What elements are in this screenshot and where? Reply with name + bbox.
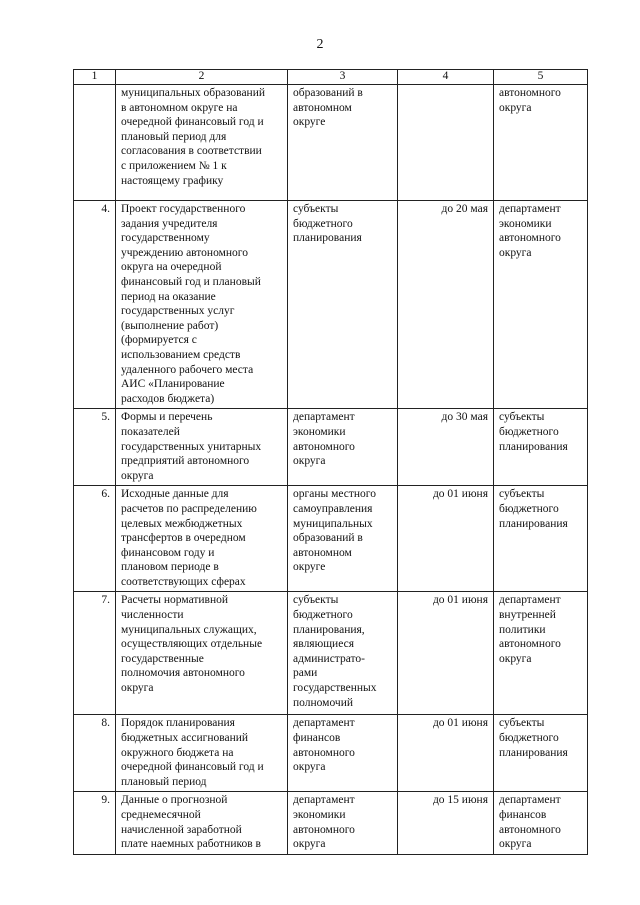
recipient-cell (494, 715, 588, 792)
provider-cell-line: экономики (293, 425, 346, 438)
deadline-cell: до 15 июня (398, 792, 494, 854)
provider-cell-line: департамент (293, 411, 355, 424)
provider-cell-line: автономного (293, 746, 355, 759)
recipient-cell-line: автономного (499, 638, 561, 651)
document-cell (116, 486, 288, 592)
row-number: 7. (74, 592, 116, 715)
recipient-cell-line: субъекты (499, 488, 545, 501)
provider-cell-line: финансов (293, 732, 341, 745)
document-cell (116, 409, 288, 486)
document-cell-line: округа на очередной (121, 261, 222, 274)
provider-cell-line: экономики (293, 809, 346, 822)
provider-cell-line: полномочий (293, 696, 353, 709)
recipient-cell (494, 792, 588, 854)
recipient-cell-line: субъекты (499, 411, 545, 424)
table-row (74, 592, 588, 715)
document-cell-line: среднемесячной (121, 809, 201, 822)
recipient-cell-line: внутренней (499, 609, 556, 622)
recipient-cell (494, 201, 588, 409)
document-cell-line: округа (121, 682, 154, 695)
document-cell-line: муниципальных служащих, (121, 623, 257, 636)
document-cell (116, 792, 288, 854)
recipient-cell-line: округа (499, 101, 532, 114)
recipient-cell-line: планирования (499, 440, 568, 453)
recipient-cell (494, 409, 588, 486)
table-row (74, 715, 588, 792)
document-cell-line: АИС «Планирование (121, 378, 225, 391)
provider-cell-line: автономном (293, 101, 352, 114)
provider-cell-line: округа (293, 838, 326, 851)
provider-cell-line: образований в (293, 87, 363, 99)
provider-cell-line: округе (293, 116, 326, 129)
document-cell-line: плате наемных работников в (121, 838, 261, 851)
document-cell-line: Данные о прогнозной (121, 794, 228, 807)
document-cell-line: соответствующих сферах (121, 575, 246, 588)
document-cell (116, 201, 288, 409)
document-cell-line: государственных услуг (121, 305, 235, 318)
document-cell-line: трансфертов в очередном (121, 532, 246, 545)
provider-cell-line: планирования, (293, 623, 365, 636)
row-number: 9. (74, 792, 116, 854)
deadline-cell (398, 85, 494, 201)
page-number: 2 (316, 37, 324, 52)
document-cell-line: плановый период для (121, 130, 227, 143)
document-cell-line: очередной финансовый год и (121, 761, 264, 774)
document-cell-line: расчетов по распределению (121, 502, 257, 515)
provider-cell-line: округе (293, 561, 326, 574)
document-cell-line: Проект государственного (121, 203, 246, 215)
row-number: 5. (74, 409, 116, 486)
document-cell-line: согласования в соответствии (121, 145, 262, 158)
column-header-deadline: 4 (398, 70, 494, 85)
row-number (74, 85, 116, 201)
document-cell-line: целевых межбюджетных (121, 517, 243, 530)
row-number: 8. (74, 715, 116, 792)
recipient-cell-line: департамент (499, 203, 561, 215)
provider-cell (288, 715, 398, 792)
document-cell-line: очередной финансовый год и (121, 116, 264, 129)
column-header-document: 2 (116, 70, 288, 85)
provider-cell-line: органы местного (293, 488, 376, 501)
recipient-cell (494, 592, 588, 715)
provider-cell-line: департамент (293, 794, 355, 807)
provider-cell-line: субъекты (293, 203, 339, 215)
document-cell-line: окружного бюджета на (121, 746, 234, 759)
deadline-cell: до 01 июня (398, 715, 494, 792)
document-cell (116, 715, 288, 792)
provider-cell-line: бюджетного (293, 609, 353, 622)
document-cell-line: в автономном округе на (121, 101, 238, 114)
document-cell-line: использованием средств (121, 348, 241, 361)
document-cell-line: государственных унитарных (121, 440, 262, 453)
provider-cell-line: государственных (293, 682, 377, 695)
document-cell-line: (выполнение работ) (121, 319, 219, 332)
document-cell-line: предприятий автономного (121, 455, 250, 468)
recipient-cell-line: политики (499, 623, 546, 636)
recipient-cell-line: округа (499, 838, 532, 851)
document-cell-line: муниципальных образований (121, 87, 266, 99)
provider-cell (288, 792, 398, 854)
provider-cell-line: автономном (293, 546, 352, 559)
provider-cell-line: автономного (293, 440, 355, 453)
provider-cell (288, 85, 398, 201)
recipient-cell-line: округа (499, 246, 532, 259)
document-cell-line: Формы и перечень (121, 411, 213, 424)
provider-cell-line: самоуправления (293, 502, 373, 515)
provider-cell-line: образований в (293, 532, 363, 545)
table-row (74, 201, 588, 409)
recipient-cell-line: автономного (499, 87, 561, 99)
column-header-number: 1 (74, 70, 116, 85)
document-cell-line: расходов бюджета) (121, 392, 215, 405)
provider-cell-line: автономного (293, 823, 355, 836)
recipient-cell-line: департамент (499, 594, 561, 607)
provider-cell-line: администрато- (293, 652, 365, 665)
recipient-cell (494, 486, 588, 592)
provider-cell-line: округа (293, 455, 326, 468)
table-row (74, 792, 588, 854)
document-cell-line: показателей (121, 425, 180, 438)
document-cell-line: удаленного рабочего места (121, 363, 254, 376)
document-cell-line: начисленной заработной (121, 823, 242, 836)
table-row (74, 409, 588, 486)
recipient-cell-line: автономного (499, 823, 561, 836)
provider-cell-line: являющиеся (293, 638, 354, 651)
recipient-cell-line: бюджетного (499, 732, 559, 745)
recipient-cell-line: планирования (499, 746, 568, 759)
document-cell (116, 592, 288, 715)
recipient-cell-line: экономики (499, 217, 552, 230)
document-cell-line: учреждению автономного (121, 246, 248, 259)
recipient-cell (494, 85, 588, 201)
document-cell-line: финансовом году и (121, 546, 215, 559)
recipient-cell-line: департамент (499, 794, 561, 807)
recipient-cell-line: планирования (499, 517, 568, 530)
provider-cell (288, 486, 398, 592)
deadline-cell: до 01 июня (398, 592, 494, 715)
document-cell-line: финансовый год и плановый (121, 275, 261, 288)
document-cell-line: государственному (121, 232, 210, 245)
provider-cell-line: планирования (293, 232, 362, 245)
document-cell-line: период на оказание (121, 290, 216, 303)
document-cell-line: (формируется с (121, 334, 197, 347)
document-cell-line: округа (121, 469, 154, 482)
row-number: 6. (74, 486, 116, 592)
recipient-cell-line: бюджетного (499, 502, 559, 515)
provider-cell-line: рами (293, 667, 318, 680)
provider-cell-line: бюджетного (293, 217, 353, 230)
row-number: 4. (74, 201, 116, 409)
provider-cell (288, 201, 398, 409)
provider-cell (288, 409, 398, 486)
document-cell-line: плановом периоде в (121, 561, 219, 574)
document-cell-line: задания учредителя (121, 217, 218, 230)
table-row (74, 85, 588, 201)
provider-cell-line: департамент (293, 717, 355, 730)
document-cell-line: плановый период (121, 775, 207, 788)
document-cell-line: численности (121, 609, 184, 622)
recipient-cell-line: бюджетного (499, 425, 559, 438)
document-cell-line: Порядок планирования (121, 717, 235, 730)
column-header-provider: 3 (288, 70, 398, 85)
document-cell (116, 85, 288, 201)
document-cell-line: Исходные данные для (121, 488, 229, 501)
document-cell-line: осуществляющих отдельные (121, 638, 263, 651)
deadline-cell: до 01 июня (398, 486, 494, 592)
document-cell-line: полномочия автономного (121, 667, 245, 680)
document-cell-line: государственные (121, 652, 204, 665)
recipient-cell-line: субъекты (499, 717, 545, 730)
deadline-cell: до 20 мая (398, 201, 494, 409)
header-row (74, 70, 588, 85)
document-cell-line: с приложением № 1 к (121, 159, 227, 172)
table-body (74, 85, 588, 855)
column-header-recipient: 5 (494, 70, 588, 85)
deadline-cell: до 30 мая (398, 409, 494, 486)
document-cell-line: Расчеты нормативной (121, 594, 229, 607)
document-cell-line: настоящему графику (121, 174, 224, 187)
recipient-cell-line: финансов (499, 809, 547, 822)
recipient-cell-line: автономного (499, 232, 561, 245)
table-row (74, 486, 588, 592)
provider-cell-line: муниципальных (293, 517, 373, 530)
schedule-table (73, 69, 588, 855)
provider-cell-line: округа (293, 761, 326, 774)
provider-cell-line: субъекты (293, 594, 339, 607)
document-cell-line: бюджетных ассигнований (121, 732, 249, 745)
provider-cell (288, 592, 398, 715)
recipient-cell-line: округа (499, 652, 532, 665)
